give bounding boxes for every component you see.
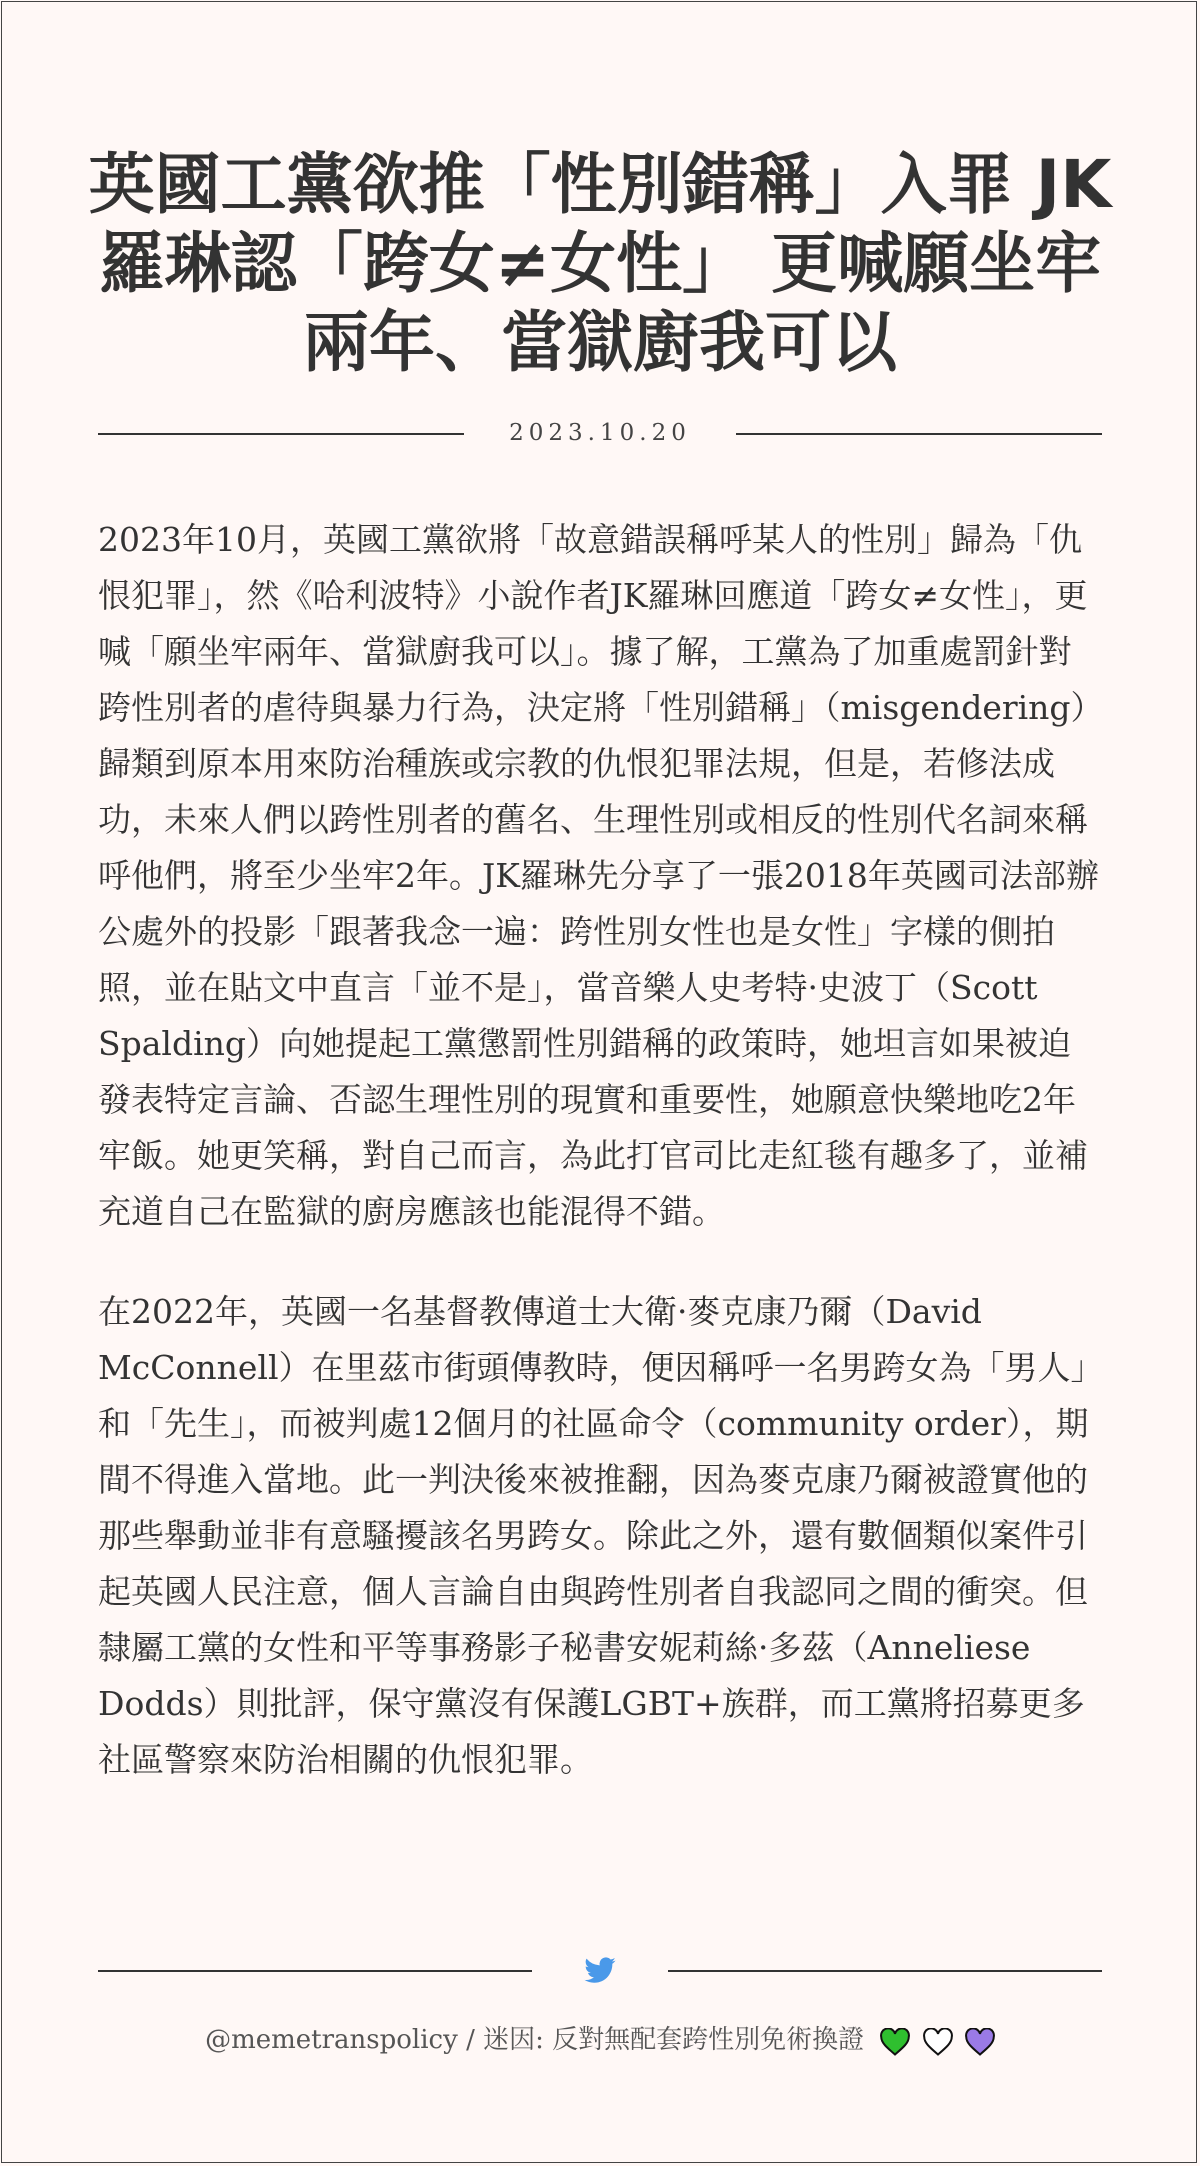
article-body — [98, 512, 1102, 1832]
footer-credit — [0, 2022, 1200, 2059]
footer-divider-row — [98, 1954, 1102, 1988]
date-row — [98, 416, 1102, 450]
footer-divider-right — [668, 1970, 1102, 1972]
paragraph-1: 2023年10月，英國工黨欲將「故意錯誤稱呼某人的性別」歸為「仇恨犯罪」，然《哈利波特》小說作者JK羅琳回應道「跨女≠女性」，更喊「願坐牢兩年、當獄廚我可以」。據了解，工黨為了加重處罰針對跨性別者的虐待與暴力行為，決定將「性別錯稱」（misgendering）歸類到原本用來防治種族或宗教的仇恨犯罪法規，但是，若修法成功，未來人們以跨性別者的舊名、生理性別或相反的性別代名詞來稱呼他們，將至少坐牢2年。JK羅琳先分享了一張2018年英國司法部辦公處外的投影「跟著我念一遍：跨性別女性也是女性」字樣的側拍照，並在貼文中直言「並不是」，當音樂人史考特·史波丁（Scott Spalding）向她提起工黨懲罰性別錯稱的政策時，她坦言如果被迫發表特定言論、否認生理性別的現實和重要性，她願意快樂地吃2年牢飯。她更笑稱，對自己而言，為此打官司比走紅毯有趣多了，並補充道自己在監獄的廚房應該也能混得不錯。 — [98, 520, 1099, 1231]
green-heart-icon — [880, 2028, 910, 2056]
divider-right — [736, 433, 1102, 435]
white-heart-icon — [923, 2028, 953, 2056]
purple-heart-icon — [965, 2028, 995, 2056]
twitter-bird-icon — [574, 1954, 626, 1988]
hearts — [876, 2023, 995, 2059]
article-title: 英國工黨欲推「性別錯稱」入罪 JK羅琳認「跨女≠女性」 更喊願坐牢兩年、當獄廚我可以 — [88, 146, 1112, 381]
paragraph-2: 在2022年，英國一名基督教傳道士大衛·麥克康乃爾（David McConnell）在里茲市街頭傳教時，便因稱呼一名男跨女為「男人」和「先生」，而被判處12個月的社區命令（community order），期間不得進入當地。此一判決後來被推翻，因為麥克康乃爾被證實他的那些舉動並非有意騷擾該名男跨女。除此之外，還有數個類似案件引起英國人民注意，個人言論自由與跨性別者自我認同之間的衝突。但隸屬工黨的女性和平等事務影子秘書安妮莉絲·多茲（Anneliese Dodds）則批評，保守黨沒有保護LGBT+族群，而工黨將招募更多社區警察來防治相關的仇恨犯罪。 — [98, 1292, 1089, 1779]
credit-text: @memetranspolicy / 迷因: 反對無配套跨性別免術換證 — [205, 2025, 865, 2055]
footer-divider-left — [98, 1970, 532, 1972]
article-date: 2023.10.20 — [509, 420, 691, 446]
